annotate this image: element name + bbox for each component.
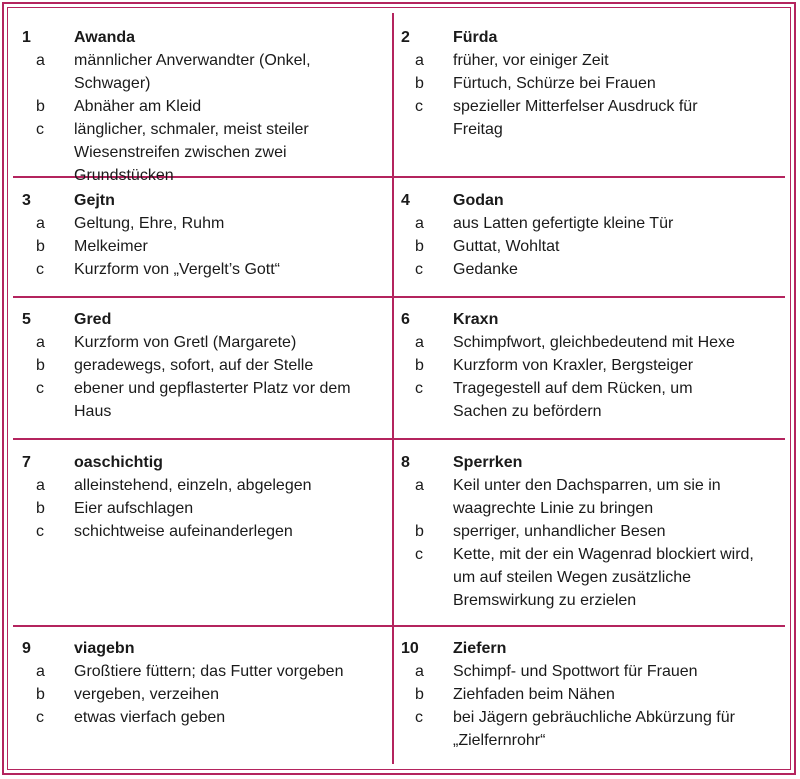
option-a — [22, 660, 384, 683]
option-letter: c — [36, 121, 44, 138]
option-letter: c — [415, 261, 423, 278]
option-text: Schimpfwort, gleichbedeutend mit Hexe — [453, 334, 735, 351]
option-letter: b — [415, 686, 424, 703]
option-text: Kurzform von „Vergelt’s Gott“ — [74, 261, 280, 278]
entry-word: viagebn — [74, 640, 135, 657]
entry-word: Awanda — [74, 29, 136, 46]
option-letter: a — [36, 334, 45, 351]
entry-5 — [22, 308, 384, 423]
entry-number: 1 — [22, 29, 31, 46]
option-letter: b — [415, 75, 424, 92]
option-b — [401, 683, 779, 706]
option-c — [401, 95, 779, 141]
option-c — [401, 543, 779, 612]
option-text: aus Latten gefertigte kleine Tür — [453, 215, 674, 232]
option-letter: a — [415, 52, 424, 69]
option-text: Fürtuch, Schürze bei Frauen — [453, 75, 656, 92]
option-b — [401, 72, 779, 95]
entry-4 — [401, 189, 779, 281]
option-c — [401, 377, 779, 423]
option-text: schichtweise aufeinanderlegen — [74, 523, 293, 540]
option-text: sperriger, unhandlicher Besen — [453, 523, 666, 540]
option-text: Melkeimer — [74, 238, 148, 255]
option-text: Geltung, Ehre, Ruhm — [74, 215, 225, 232]
option-text: ebener und gepflasterter Platz vor dem Haus — [74, 380, 351, 420]
option-text: Großtiere füttern; das Futter vorgeben — [74, 663, 344, 680]
option-letter: b — [36, 98, 45, 115]
option-a — [401, 49, 779, 72]
option-a — [22, 331, 384, 354]
option-text: alleinstehend, einzeln, abgelegen — [74, 477, 312, 494]
option-b — [22, 235, 384, 258]
entry-number: 2 — [401, 29, 410, 46]
option-b — [22, 497, 384, 520]
option-b — [22, 95, 384, 118]
option-a — [401, 212, 779, 235]
option-c — [22, 520, 384, 543]
entry-number: 6 — [401, 311, 410, 328]
option-b — [401, 520, 779, 543]
option-c — [401, 706, 779, 752]
row-divider — [13, 625, 785, 627]
option-text: Guttat, Wohltat — [453, 238, 560, 255]
option-text: Gedanke — [453, 261, 518, 278]
option-letter: b — [415, 523, 424, 540]
entry-word: Fürda — [453, 29, 498, 46]
option-letter: b — [36, 238, 45, 255]
option-letter: a — [415, 663, 424, 680]
option-letter: c — [415, 98, 423, 115]
option-a — [22, 49, 384, 95]
option-letter: c — [36, 709, 44, 726]
option-text: Abnäher am Kleid — [74, 98, 202, 115]
option-b — [401, 354, 779, 377]
entry-10 — [401, 637, 779, 752]
option-a — [401, 660, 779, 683]
option-letter: b — [415, 238, 424, 255]
option-letter: a — [415, 477, 424, 494]
option-text: früher, vor einiger Zeit — [453, 52, 609, 69]
option-text: männlicher Anverwandter (Onkel, Schwager) — [74, 52, 311, 92]
option-letter: a — [36, 663, 45, 680]
option-letter: c — [415, 380, 423, 397]
option-letter: a — [415, 215, 424, 232]
column-divider — [392, 13, 394, 764]
row-divider — [13, 296, 785, 298]
option-letter: c — [415, 546, 423, 563]
entry-word: Gred — [74, 311, 112, 328]
entry-word: Ziefern — [453, 640, 507, 657]
option-a — [401, 474, 779, 520]
option-letter: b — [415, 357, 424, 374]
option-a — [22, 212, 384, 235]
entry-word: Gejtn — [74, 192, 115, 209]
option-letter: b — [36, 500, 45, 517]
option-c — [22, 377, 384, 423]
option-b — [22, 683, 384, 706]
option-c — [22, 706, 384, 729]
entry-number: 5 — [22, 311, 31, 328]
entry-9 — [22, 637, 384, 729]
option-b — [401, 235, 779, 258]
row-divider — [13, 438, 785, 440]
option-text: Eier aufschlagen — [74, 500, 194, 517]
entry-number: 7 — [22, 454, 31, 471]
entry-number: 8 — [401, 454, 410, 471]
option-text: Keil unter den Dachsparren, um sie in waagrechte Linie zu bringen — [453, 477, 721, 517]
option-text: etwas vierfach geben — [74, 709, 226, 726]
option-text: Schimpf- und Spottwort für Frauen — [453, 663, 698, 680]
entry-number: 4 — [401, 192, 410, 209]
option-text: Tragegestell auf dem Rücken, um Sachen zu befördern — [453, 380, 693, 420]
entry-1 — [22, 26, 384, 187]
entry-7 — [22, 451, 384, 543]
option-a — [22, 474, 384, 497]
option-letter: a — [36, 477, 45, 494]
entry-number: 3 — [22, 192, 31, 209]
option-c — [22, 258, 384, 281]
entry-number: 10 — [401, 640, 419, 657]
option-c — [22, 118, 384, 187]
option-letter: a — [36, 215, 45, 232]
option-text: vergeben, verzeihen — [74, 686, 219, 703]
entry-word: oaschichtig — [74, 454, 163, 471]
option-letter: c — [36, 261, 44, 278]
option-letter: a — [36, 52, 45, 69]
entry-number: 9 — [22, 640, 31, 657]
option-a — [401, 331, 779, 354]
option-c — [401, 258, 779, 281]
option-text: Kette, mit der ein Wagenrad blockiert wird, um auf steilen Wegen zusätzliche Bremswirkung zu erzielen — [453, 546, 754, 609]
option-text: Kurzform von Gretl (Margarete) — [74, 334, 297, 351]
entry-word: Godan — [453, 192, 504, 209]
option-b — [22, 354, 384, 377]
option-text: bei Jägern gebräuchliche Abkürzung für „Zielfernrohr“ — [453, 709, 735, 749]
option-letter: c — [415, 709, 423, 726]
option-text: geradewegs, sofort, auf der Stelle — [74, 357, 314, 374]
entry-2 — [401, 26, 779, 141]
entry-3 — [22, 189, 384, 281]
option-text: Kurzform von Kraxler, Bergsteiger — [453, 357, 694, 374]
option-letter: c — [36, 523, 44, 540]
option-letter: b — [36, 686, 45, 703]
entry-8 — [401, 451, 779, 612]
entry-6 — [401, 308, 779, 423]
option-text: spezieller Mitterfelser Ausdruck für Freitag — [453, 98, 698, 138]
option-text: länglicher, schmaler, meist steiler Wiesenstreifen zwischen zwei Grundstücken — [74, 121, 309, 184]
entry-word: Kraxn — [453, 311, 499, 328]
entry-word: Sperrken — [453, 454, 523, 471]
option-letter: a — [415, 334, 424, 351]
option-letter: c — [36, 380, 44, 397]
option-text: Ziehfaden beim Nähen — [453, 686, 615, 703]
option-letter: b — [36, 357, 45, 374]
